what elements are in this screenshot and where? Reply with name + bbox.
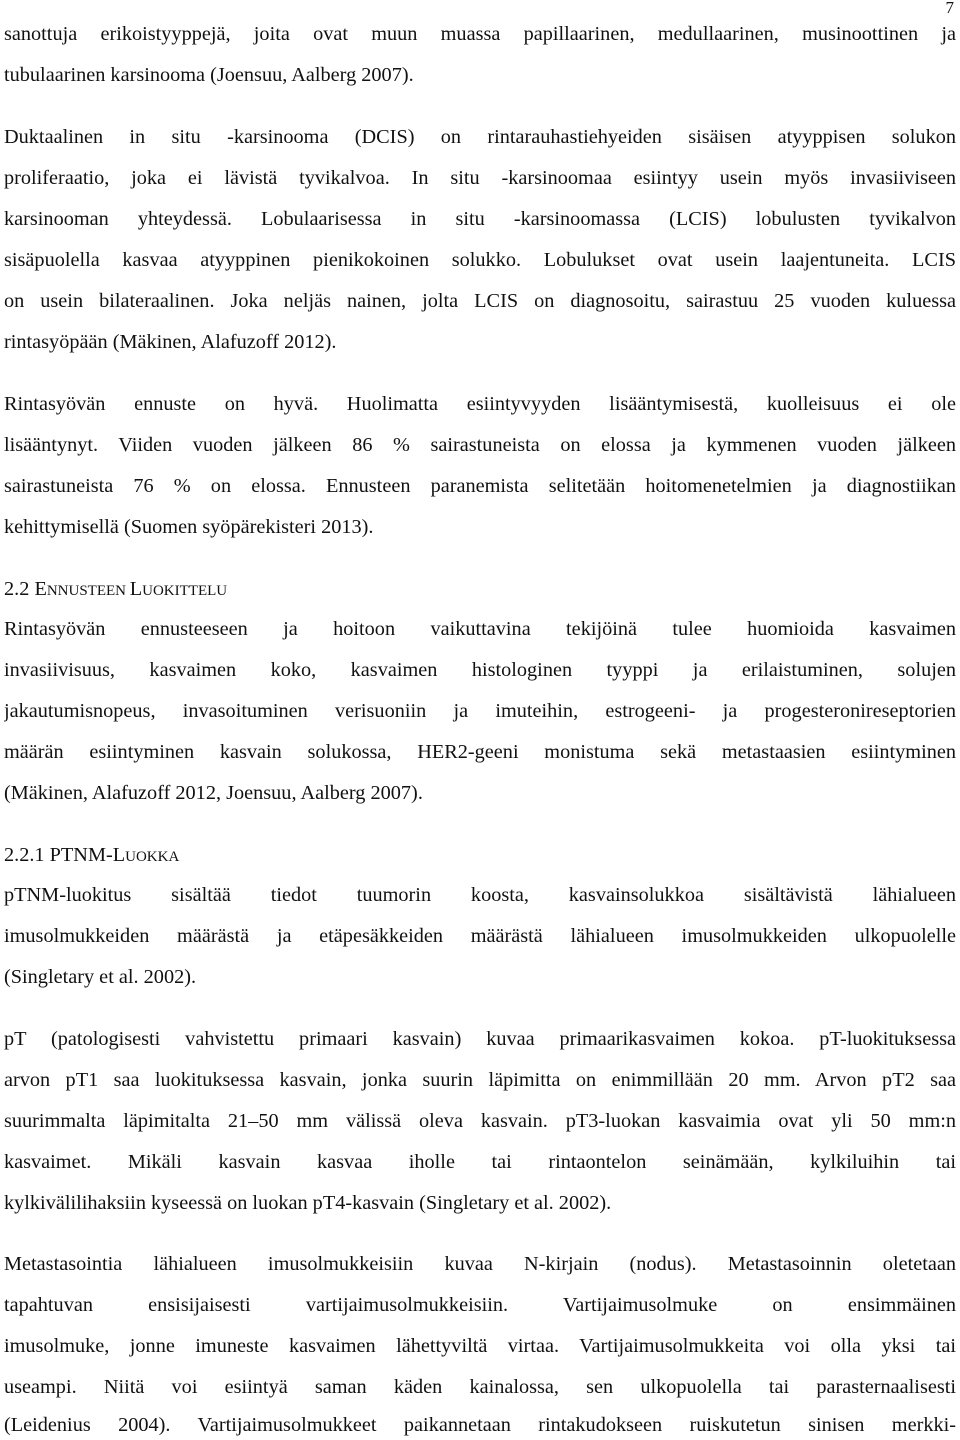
text-line: sisäpuolella kasvaa atyyppinen pienikokoinen solukko. Lobulukset ovat usein laajentuneita. LCIS bbox=[4, 249, 956, 271]
text-line: karsinooman yhteydessä. Lobulaarisessa in situ -karsinoomassa (LCIS) lobulusten tyvikalvon bbox=[4, 208, 956, 230]
text-line: tapahtuvan ensisijaisesti vartijaimusolmukkeisiin. Vartijaimusolmuke on ensimmäinen bbox=[4, 1294, 956, 1316]
text-line: proliferaatio, joka ei lävistä tyvikalvoa. In situ -karsinoomaa esiintyy usein myös invasiiviseen bbox=[4, 167, 956, 189]
text-line: jakautumisnopeus, invasoituminen verisuoniin ja imuteihin, estrogeeni- ja progesteronireseptorien bbox=[4, 700, 956, 722]
text-line: (Leidenius 2004). Vartijaimusolmukkeet paikannetaan rintakudokseen ruiskutetun sinisen merkki- bbox=[4, 1414, 956, 1436]
text-line: (Mäkinen, Alafuzoff 2012, Joensuu, Aalberg 2007). bbox=[4, 782, 423, 804]
text-line: rintasyöpään (Mäkinen, Alafuzoff 2012). bbox=[4, 331, 337, 353]
text-line: arvon pT1 saa luokituksessa kasvain, jonka suurin läpimitta on enimmillään 20 mm. Arvon pT2 saa bbox=[4, 1069, 956, 1091]
section-number: 2.2.1 bbox=[4, 844, 45, 866]
text-line: sairastuneista 76 % on elossa. Ennusteen paranemista selitetään hoitomenetelmien ja diagnostiikan bbox=[4, 475, 956, 497]
heading-smallcaps: UOKKA bbox=[125, 849, 180, 865]
text-line: tubulaarinen karsinooma (Joensuu, Aalberg 2007). bbox=[4, 64, 414, 86]
heading-initial: L bbox=[129, 578, 143, 600]
text-line: Rintasyövän ennuste on hyvä. Huolimatta esiintyvyyden lisääntymisestä, kuolleisuus ei ole bbox=[4, 393, 956, 415]
text-line: lisääntynyt. Viiden vuoden jälkeen 86 % sairastuneista on elossa ja kymmenen vuoden jälkeen bbox=[4, 434, 956, 456]
heading-smallcaps: NNUSTEEN bbox=[46, 583, 130, 599]
text-line: kasvaimet. Mikäli kasvain kasvaa iholle tai rintaontelon seinämään, kylkiluihin tai bbox=[4, 1151, 956, 1173]
section-number: 2.2 bbox=[4, 578, 30, 600]
text-line: sanottuja erikoistyyppejä, joita ovat muun muassa papillaarinen, medullaarinen, musinoottinen ja bbox=[4, 23, 956, 45]
text-line: useampi. Niitä voi esiintyä saman käden kainalossa, sen ulkopuolella tai parasternaalisesti bbox=[4, 1376, 956, 1398]
heading-initial: P bbox=[49, 844, 61, 866]
text-line: Duktaalinen in situ -karsinooma (DCIS) on rintarauhastiehyeiden sisäisen atyyppisen solukon bbox=[4, 126, 956, 148]
text-line: imusolmukkeiden määrästä ja etäpesäkkeiden määrästä lähialueen imusolmukkeiden ulkopuolelle bbox=[4, 925, 956, 947]
text-line: (Singletary et al. 2002). bbox=[4, 966, 197, 988]
text-line: on usein bilateraalinen. Joka neljäs nainen, jolta LCIS on diagnosoitu, sairastuu 25 vuoden kuluessa bbox=[4, 290, 956, 312]
text-line: Rintasyövän ennusteeseen ja hoitoon vaikuttavina tekijöinä tulee huomioida kasvaimen bbox=[4, 618, 956, 640]
subsection-heading bbox=[4, 840, 956, 870]
text-line: Metastasointia lähialueen imusolmukkeisiin kuvaa N-kirjain (nodus). Metastasoinnin oletetaan bbox=[4, 1253, 956, 1275]
text-line: imusolmuke, jonne imuneste kasvaimen lähettyviltä virtaa. Vartijaimusolmukkeita voi olla yksi tai bbox=[4, 1335, 956, 1357]
text-line: suurimmalta läpimitalta 21–50 mm välissä oleva kasvain. pT3-luokan kasvaimia ovat yli 50 mm:n bbox=[4, 1110, 956, 1132]
text-line: kylkivälilihaksiin kyseessä on luokan pT4-kasvain (Singletary et al. 2002). bbox=[4, 1192, 612, 1214]
text-line: invasiivisuus, kasvaimen koko, kasvaimen histologinen tyyppi ja erilaistuminen, solujen bbox=[4, 659, 956, 681]
text-line: pTNM-luokitus sisältää tiedot tuumorin koosta, kasvainsolukkoa sisältävistä lähialueen bbox=[4, 884, 956, 906]
text-line: pT (patologisesti vahvistettu primaari kasvain) kuvaa primaarikasvaimen kokoa. pT-luokituksessa bbox=[4, 1028, 956, 1050]
page-number: 7 bbox=[945, 0, 954, 17]
heading-acronym: TNM- bbox=[60, 844, 113, 866]
section-heading bbox=[4, 574, 956, 604]
heading-initial: E bbox=[34, 578, 47, 600]
heading-smallcaps: UOKITTELU bbox=[142, 583, 228, 599]
heading-initial: L bbox=[112, 844, 126, 866]
text-line: kehittymisellä (Suomen syöpärekisteri 2013). bbox=[4, 516, 374, 538]
text-line: määrän esiintyminen kasvain solukossa, HER2-geeni monistuma sekä metastaasien esiintyminen bbox=[4, 741, 956, 763]
